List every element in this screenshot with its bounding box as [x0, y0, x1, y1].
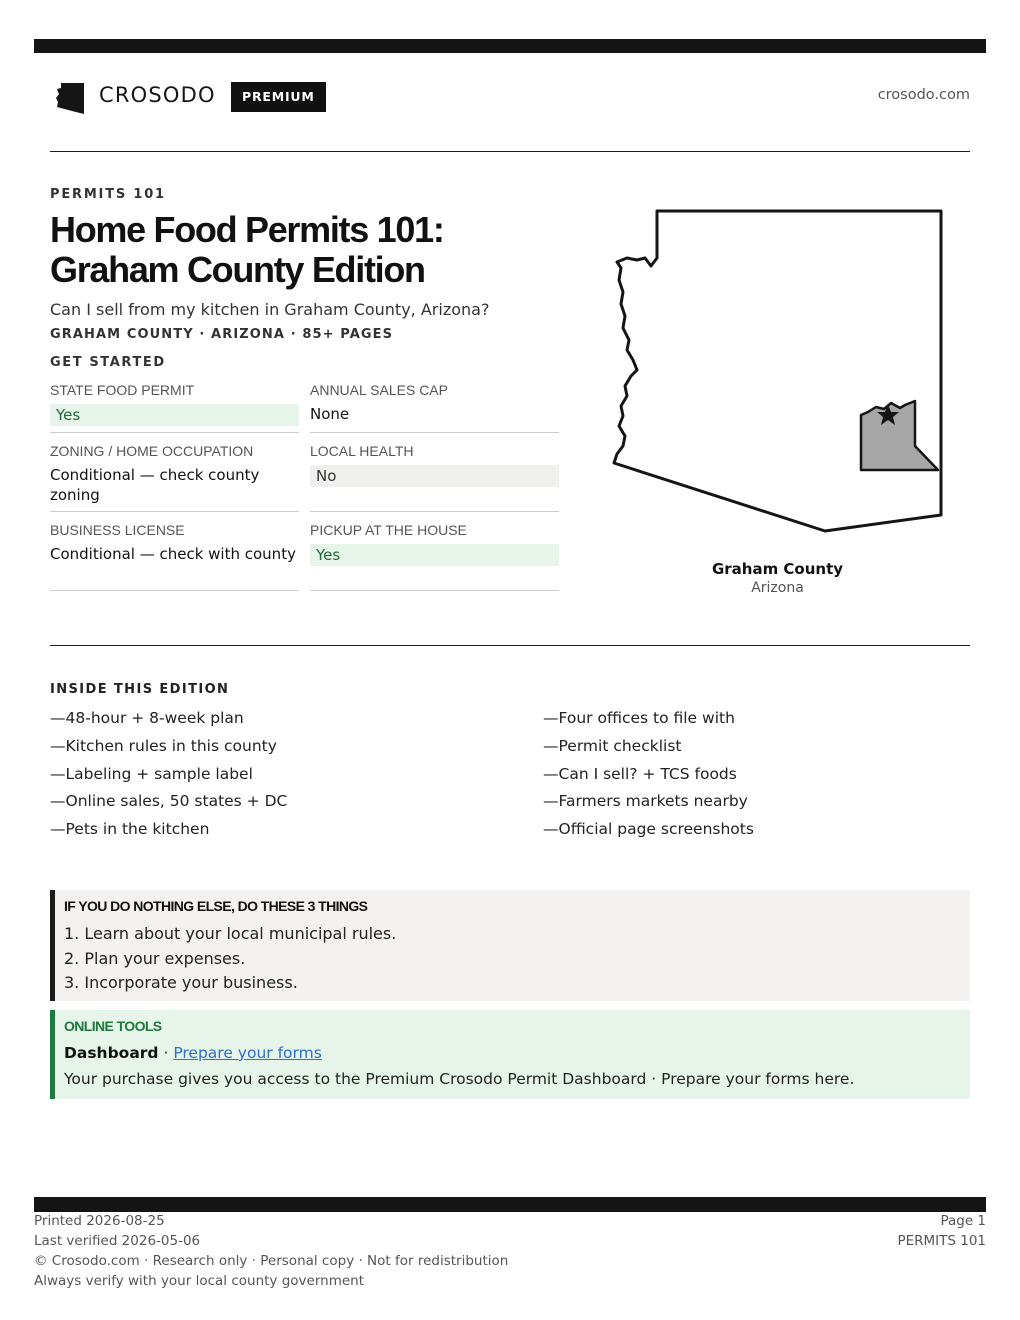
bottom-bar — [34, 1197, 986, 1212]
verified-date: Last verified 2026-05-06 — [34, 1233, 201, 1249]
online-tools-callout — [50, 1010, 970, 1099]
steps-list — [64, 922, 396, 996]
section-kicker: PERMITS 101 — [50, 187, 166, 202]
map-caption — [640, 560, 915, 596]
inside-edition-label: INSIDE THIS EDITION — [50, 682, 230, 697]
get-started-label: GET STARTED — [50, 355, 166, 370]
fact-value: None — [310, 405, 350, 423]
arizona-state-shape-icon — [55, 80, 85, 114]
dashboard-line — [64, 1044, 322, 1062]
list-item: —Labeling + sample label — [50, 764, 253, 783]
fact-zoning — [50, 443, 299, 512]
fact-local-health — [310, 443, 559, 512]
step-item: 2. Plan your expenses. — [64, 948, 246, 968]
step-item: 1. Learn about your local municipal rules. — [64, 924, 397, 943]
fact-value: Conditional — check county zoning — [50, 466, 260, 504]
fact-label: ZONING / HOME OCCUPATION — [50, 443, 254, 459]
premium-badge: PREMIUM — [231, 82, 326, 112]
map-county-name: Graham County — [711, 560, 844, 578]
list-item: —Online sales, 50 states + DC — [50, 792, 288, 811]
step-item: 3. Incorporate your business. — [64, 973, 298, 992]
callout-title: ONLINE TOOLS — [64, 1018, 162, 1034]
list-item: —Four offices to file with — [543, 709, 735, 727]
inside-list-left — [50, 709, 490, 848]
fact-pickup — [310, 522, 559, 591]
page-subtitle: Can I sell from my kitchen in Graham County, Arizona? — [50, 300, 490, 319]
footer-left — [34, 1211, 508, 1291]
dashboard-description: Your purchase gives you access to the Premium Crosodo Permit Dashboard · Prepare your forms here. — [64, 1070, 855, 1088]
footer-section: PERMITS 101 — [897, 1233, 986, 1249]
fact-business-license — [50, 522, 299, 591]
site-url[interactable]: crosodo.com — [877, 87, 970, 103]
copyright-note: © Crosodo.com · Research only · Personal copy · Not for redistribution — [34, 1253, 509, 1269]
edition-meta: GRAHAM COUNTY · ARIZONA · 85+ PAGES — [50, 327, 394, 342]
verify-note: Always verify with your local county government — [34, 1273, 364, 1289]
header — [50, 78, 970, 118]
fact-label: LOCAL HEALTH — [310, 443, 414, 459]
county-map — [605, 200, 955, 545]
fact-value-yes: Yes — [310, 544, 559, 566]
three-things-callout — [50, 890, 970, 1001]
prepare-forms-link[interactable]: Prepare your forms — [173, 1044, 322, 1062]
list-item: —Farmers markets nearby — [543, 792, 748, 811]
list-item: —Kitchen rules in this county — [50, 736, 277, 755]
fact-label: ANNUAL SALES CAP — [310, 382, 448, 398]
fact-label: STATE FOOD PERMIT — [50, 382, 195, 398]
header-divider — [50, 151, 970, 152]
fact-label: BUSINESS LICENSE — [50, 522, 185, 538]
list-item: —Official page screenshots — [543, 820, 754, 839]
list-item: —Pets in the kitchen — [50, 820, 210, 839]
fact-label: PICKUP AT THE HOUSE — [310, 522, 467, 538]
printed-date: Printed 2026-08-25 — [34, 1213, 165, 1229]
list-item: —Can I sell? + TCS foods — [543, 764, 737, 783]
fact-value: Conditional — check with county — [50, 545, 296, 563]
fact-state-food-permit — [50, 382, 299, 433]
top-bar — [34, 39, 986, 53]
page-title: Home Food Permits 101: Graham County Edition — [50, 209, 444, 290]
list-item: —48-hour + 8-week plan — [50, 709, 244, 727]
callout-title: IF YOU DO NOTHING ELSE, DO THESE 3 THINGS — [64, 898, 368, 914]
separator: · — [158, 1044, 174, 1062]
page-number: Page 1 — [940, 1213, 986, 1229]
section-divider — [50, 645, 970, 646]
fact-value-yes: Yes — [50, 404, 299, 426]
map-state-name: Arizona — [751, 580, 804, 596]
dashboard-label: Dashboard — [64, 1044, 159, 1062]
brand-name: CROSODO — [99, 83, 216, 107]
footer-right — [897, 1211, 986, 1251]
arizona-outline — [614, 211, 941, 531]
fact-value-no: No — [310, 465, 559, 487]
fact-annual-sales-cap — [310, 382, 559, 433]
inside-list-right — [543, 709, 983, 848]
list-item: —Permit checklist — [543, 736, 682, 755]
